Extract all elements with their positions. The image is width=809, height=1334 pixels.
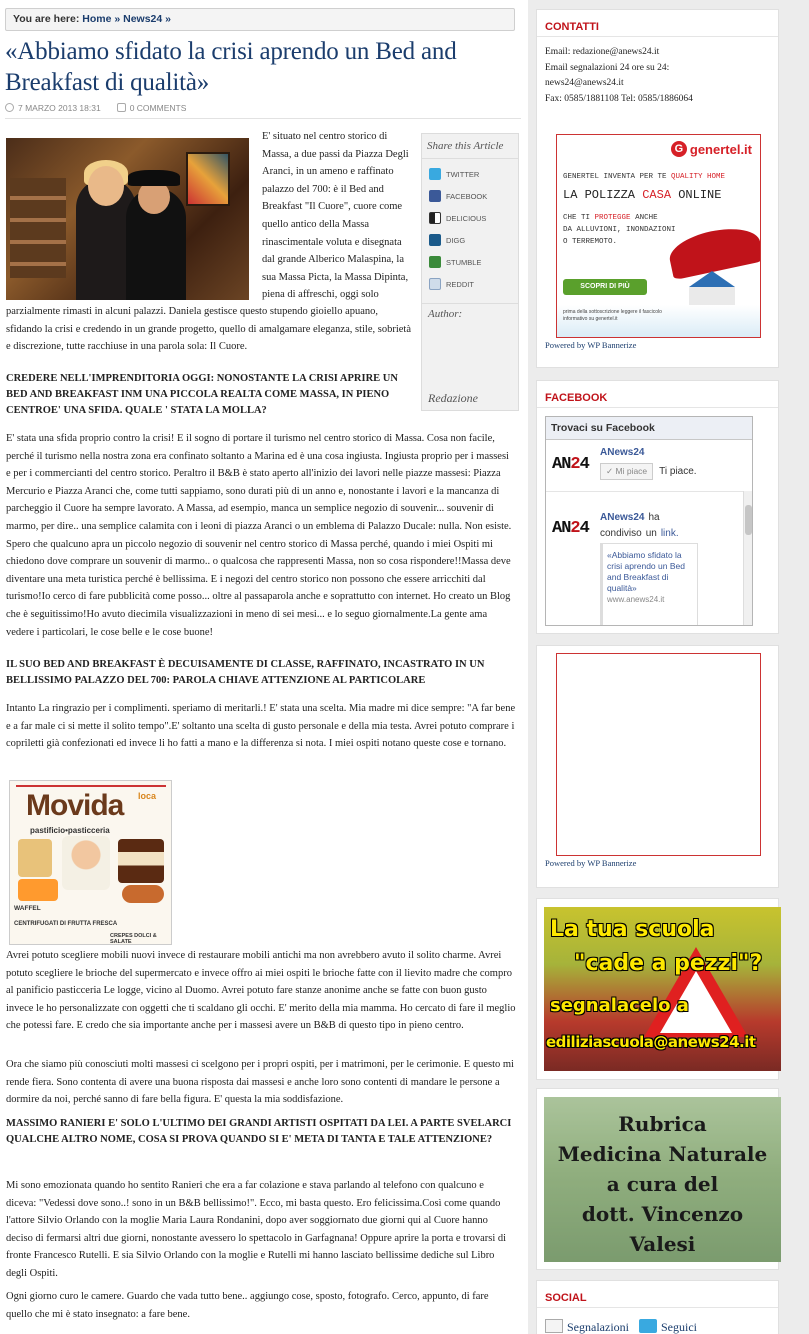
genertel-l3c: ANCHE [635,214,658,222]
genertel-ad[interactable] [556,134,761,338]
share-title: Share this Article [422,134,518,159]
breadcrumb-sep-1: » [114,13,121,25]
facebook-box-title: Trovaci su Facebook [546,417,752,440]
movida-line3: CREPES DOLCI & SALATE [110,933,157,945]
banner-widget [536,645,779,888]
sidebar [528,0,809,1334]
movida-brand: Movida [26,789,124,822]
movida-sub: pastificio•pasticceria [30,826,110,835]
question-2: IL SUO BED AND BREAKFAST È DECUISAMENTE DI CLASSE, RAFFINATO, INCASTRATO IN UN BELLISSIMO PALAZZO DEL 700: PAROLA CHIAVE ATTENZIONE AL PARTICOLARE [6,659,485,686]
breadcrumb-section-link[interactable]: News24 [123,13,163,25]
share-facebook[interactable]: FACEBOOK [422,185,518,207]
contatti-line-3[interactable]: news24@anews24.it [545,78,624,88]
genertel-l4: DA ALLUVIONI, INONDAZIONI [563,226,676,234]
scuola-line-1: La tua scuola [550,917,715,942]
stumbleupon-icon [429,256,441,268]
check-icon: ✓ [606,466,614,476]
comment-icon [117,103,126,112]
scuola-line-2: "cade a pezzi"? [574,951,763,976]
share-twitter[interactable]: TWITTER [422,163,518,185]
genertel-l1b: QUALITY HOME [671,173,726,181]
contatti-line-2: Email segnalazioni 24 ore su 24: [545,62,670,73]
segnalazioni-link[interactable]: Segnalazioni [545,1319,629,1334]
contatti-widget [536,9,779,368]
article-title: «Abbiamo sfidato la crisi aprendo un Bed and Breakfast di qualità» [5,38,457,96]
movida-line1: WAFFEL [14,905,41,912]
delicious-icon [429,212,441,224]
facebook-post-link[interactable]: link. [660,528,679,539]
social-widget [536,1280,779,1334]
breadcrumb-prefix: You are here: [13,13,80,25]
share-delicious[interactable]: DELICIOUS [422,207,518,229]
genertel-l5: O TERREMOTO. [563,238,618,246]
share-box [421,133,519,411]
contatti-title: CONTATTI [537,10,778,37]
scuola-banner[interactable] [544,907,781,1071]
movida-ad[interactable] [9,780,172,945]
facebook-scrollbar[interactable] [743,491,752,626]
twitter-bird-icon [639,1319,657,1333]
genertel-logo-icon: G [671,141,687,157]
answer-6: Ogni giorno curo le camere. Guardo che vada tutto bene.. aggiungo cose, sposto, fotografo. Cerco, appunto, di fare quello che mi è stato insegnato: a fare bene. [6,1291,489,1320]
movida-line2: CENTRIFUGATI DI FRUTTA FRESCA [14,921,118,927]
comments-count: 0 COMMENTS [129,103,187,113]
twitter-icon [429,168,441,180]
answer-5: Mi sono emozionata quando ho sentito Ranieri che era a far colazione e stava parlando al telefono con qualcuno e diceva: "Vedessi dove sono..! sono in un B&B bellissimo!". Ecco, mi basta questo. Ero felicissima.Così come quando l'attore Silvio Orlando con la moglie Maria Laura Rondanini, dopo aver soggiornato due giorni qui al Cuore hanno deciso di fermarsi altri due giorni, nonostante avessero lo spettacolo in Garfagnana! Oppure aprire la porta e trovarsi di fronte Francesco Rutelli. E sia Silvio Orlando con la moglie e Rutelli mi hanno lasciato bellissime dediche sul Libro degli Ospiti. [6,1180,507,1279]
contatti-text [537,37,778,115]
powered-by-2[interactable]: Powered by WP Bannerize [545,858,637,868]
genertel-l1: GENERTEL INVENTA PER TE [563,173,667,181]
article-intro-full: parzialmente rimasti in alcuni palazzi. Daniela gestisce questo stupendo gioiello apuano, sfidando la crisi e credendo in un grande progetto, quello di amalgamare eleganza, stile, sobrietà e discrezione, tutte racchiuse in una parola sola: Il Cuore. [6,306,411,353]
breadcrumb-home-link[interactable]: Home [82,13,112,25]
rubrica-banner[interactable] [544,1097,781,1262]
answer-3: Avrei potuto scegliere mobili nuovi invece di restaurare mobili antichi ma non avrebbero avuto il solito charme. Avrei potuto scegliere le brioche del supermercato e invece offro ai miei ospiti le brioche fatte con il lievito madre che compro al panificio pasticceria Le logge, vicino al Duomo. Avrei potuto fare stanze anonime anche se fatte con buon gusto invece le ho personalizzate con oggetti che ti scaldano gli occhi. E' merito della mia mamma. Ho cercato di fare il meglio che potessi fare. E credo che sia importante anche per i massesi avere un B&B di questo tipo in pieno centro. [6,950,516,1032]
genertel-logo: genertel.it [689,141,752,157]
an24-logo-1: AN24 [552,455,589,474]
facebook-icon [429,190,441,202]
powered-by-1[interactable]: Powered by WP Bannerize [545,340,637,350]
banner-placeholder[interactable] [556,653,761,856]
question-3: MASSIMO RANIERI E' SOLO L'ULTIMO DEI GRANDI ARTISTI OSPITATI DA LEI. A PARTE SVELARCI QUALCHE ALTRO NOME, COSA SI PROVA QUANDO SI E' META DI TANTA E TALE ATTENZIONE? [6,1118,512,1145]
breadcrumb [5,8,515,31]
comments-link[interactable] [117,103,187,113]
answer-1: E' stata una sfida proprio contro la crisi! E il sogno di portare il turismo nel centro storico di Massa. Cosa non facile, perché il turismo nella nostra zona era confinato soltanto a Marina ed è una cosa ingiusta. Ingiusta proprio per i massesi e per i commercianti del centro storico. Peraltro il B&B è stato aperto all'inizio dei lavori nelle piazze massesi: Piazza Mercurio e Piazza Aranci che, come tutti sappiamo, sono durati più di un anno e, nonostante i lavori e la mancanza di parcheggio il Cuore ha sempre lavorato. A Massa, ad esempio, manca un semplice negozio di souvenir... souvenir di marmo, per dire.. una semplice calamita con i leoni di piazza Aranci o un emblema di Palazzo Ducale: nulla. Non esiste. Spero che qualcuno apra un piccolo negozio di souvenir nel centro storico di Massa perché, quando i miei Ospiti mi chiedono dove comprare un souvenir di marmo.. o qualcosa che rappresenti Massa, non so cosa rispondere!!Massa deve diventare una meta turistica perché è bellissima. E i negozi del centro storico non possono che essere arricchiti dal turismo!Io cerco di fare pubblicità come posso... oltre al passaparola anche e soprattutto con internet. Ho creato un Blog che è seguitissimo!Ho avuto diecimila visualizzazioni in meno di sei mesi... e lo seguo giornalmente.La gente ama vedere i particolari, le cose belle e le cose buone! [6,433,512,638]
genertel-fine: prima della sottoscrizione leggere il fascicolo informativo su genertel.it [563,309,662,322]
facebook-page-name[interactable]: ANews24 [600,447,645,458]
facebook-card-url: www.anews24.it [607,595,665,604]
movida-tag: loca [138,791,157,801]
facebook-post-name[interactable]: ANews24 [600,512,645,523]
answer-2: Intanto La ringrazio per i complimenti. speriamo di meritarli.! E' stata una scelta. Mia madre mi dice sempre: "A far bene e a far male ci si mette il solito tempo".E' soltanto una scelta di gusto personale e della mia testa. Avrei potuto comprare i copriletti già confezionati ed invece li ho fatti a mano e la differenza si nota. I miei ospiti notano queste cose e tornano. [6,703,516,750]
genertel-l3b: PROTEGGE [594,214,631,222]
share-stumble[interactable]: STUMBLE [422,251,518,273]
umbrella-icon [666,222,761,280]
rubrica-line-4: dott. Vincenzo [581,1202,744,1226]
digg-icon [429,234,441,246]
share-reddit[interactable]: REDDIT [422,273,518,295]
genertel-cta-button[interactable]: SCOPRI DI PIÙ [563,279,647,295]
mail-icon [545,1319,563,1333]
article-meta [5,103,186,113]
facebook-title: FACEBOOK [537,381,778,408]
answer-4: Ora che siamo più conosciuti molti massesi ci scelgono per i propri ospiti, per i matrimoni, per le cerimonie. E questo mi rende fiera. Sono contenta di avere una buona risposta dai massesi e anche loro sono contenti di mandare le persone a dormire da noi, perché sanno di fare bella figura. E' questa la mia soddisfazione. [6,1059,514,1106]
scuola-line-4: ediliziascuola@anews24.it [546,1033,756,1051]
reddit-icon [429,278,441,290]
article-date: 7 MARZO 2013 18:31 [18,103,101,113]
facebook-widget [536,380,779,634]
scuola-line-3: segnalacelo a [550,995,689,1016]
facebook-like-text: Ti piace. [659,466,697,477]
seguici-link[interactable]: Seguici [639,1319,697,1334]
author-label: Author: [422,303,518,324]
facebook-card-title: «Abbiamo sfidato la crisi aprendo un Bed and Breakfast di qualità» [607,550,685,593]
article-photo [6,138,249,300]
rubrica-line-1: Rubrica [618,1112,707,1136]
author-name[interactable]: Redazione [428,391,478,405]
contatti-line-1: Email: redazione@anews24.it [545,47,660,57]
facebook-likebox: Trovaci su Facebook AN24 ANews24 ✓ Mi piace Ti piace. AN24 ANews24 ha condiviso un link. «Abbiamo sfidato la crisi aprendo un Bed and Breakfast di qualità» www.anews24.it [545,416,753,626]
contatti-line-4: Fax: 0585/1881108 Tel: 0585/1886064 [545,93,693,104]
genertel-l3a: CHE TI [563,214,591,222]
rubrica-line-3: a cura del [606,1172,719,1196]
facebook-link-card[interactable] [600,543,698,626]
rubrica-line-5: Valesi [629,1232,696,1256]
genertel-l2a: LA POLIZZA [563,188,636,202]
rubrica-line-2: Medicina Naturale [557,1142,768,1166]
question-1: CREDERE NELL'IMPRENDITORIA OGGI: NONOSTANTE LA CRISI APRIRE UN BED AND BREAKFAST INM UNA PICCOLA REALTA COME MASSA, IN PIENO CENTROE' UNA SFIDA. QUALE ' STATA LA MOLLA? [6,373,398,416]
facebook-like-button[interactable]: ✓ Mi piace [600,463,653,480]
genertel-l2c: ONLINE [678,188,722,202]
share-digg[interactable]: DIGG [422,229,518,251]
social-title: SOCIAL [537,1281,778,1308]
breadcrumb-sep-2: » [165,13,171,25]
genertel-l2b: CASA [642,188,672,202]
divider [5,118,521,119]
article-intro-wrap: E' situato nel centro storico di Massa, a due passi da Piazza Degli Aranci, in un ameno e raffinato palazzo del 700: è il Bed and Breakfast "Il Cuore", cuore come quello antico della Massa rinascimentale voluta e disegnata dal grande Alberico Malaspina, la sua Massa Picta, la Massa Dipinta, piena di affreschi, oggi solo [262,131,409,301]
an24-logo-2: AN24 [552,519,589,538]
clock-icon [5,103,14,112]
